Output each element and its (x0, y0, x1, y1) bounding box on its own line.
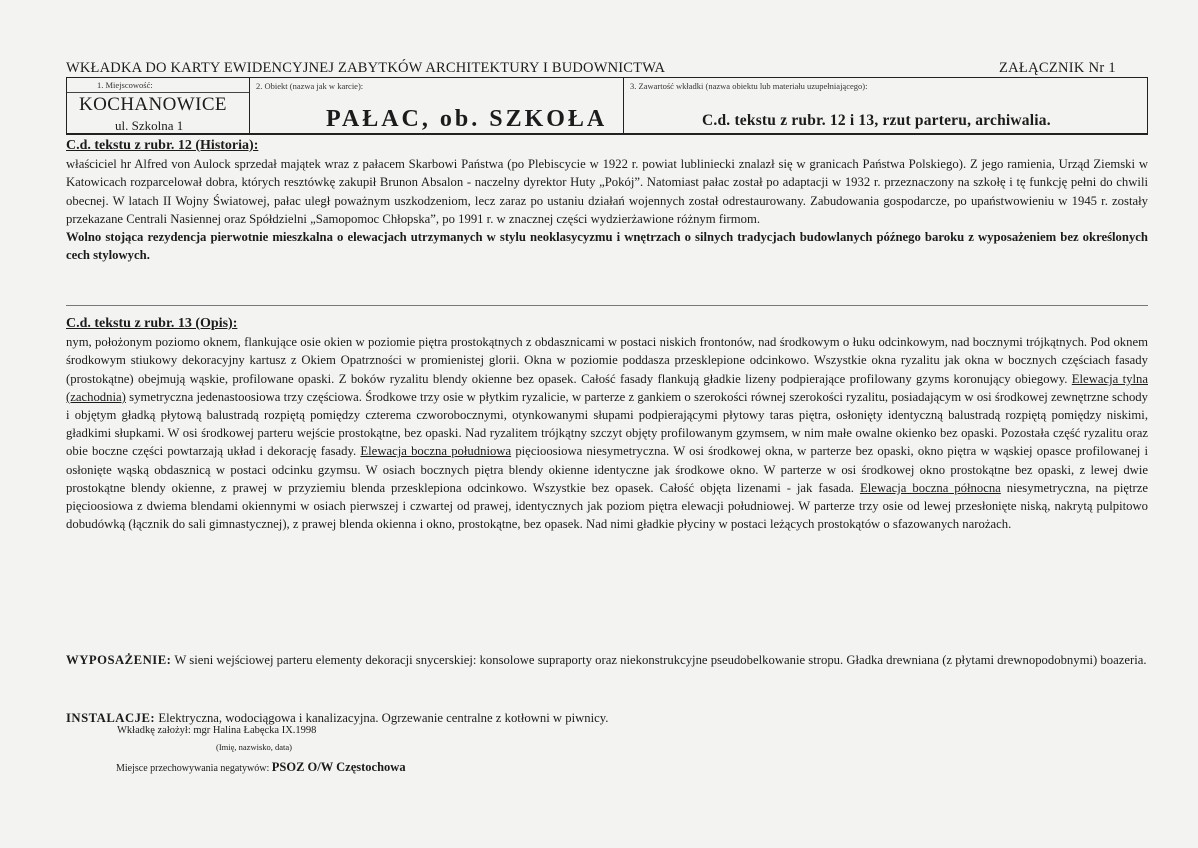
content-value: C.d. tekstu z rubr. 12 i 13, rzut parteru, archiwalia. (702, 112, 1051, 129)
installations-label: INSTALACJE: (66, 711, 156, 725)
locality-label: 1. Miejscowość: (97, 80, 153, 90)
section-history (66, 137, 1148, 264)
west-elevation-text: symetryczna jedenastoosiowa trzy częściowa. Środkowe trzy osie w płytkim ryzalicie, w parterze z gankiem o szerokości równej szerokości ryzalitu, posiadającym w osi środkowej zewnętrzne schody i objętym gładką płytową balustradą rozpiętą pomiędzy czterema czworobocznymi, otynkowanymi słupami podpierającymi płytowy taras piętra, osłonięty identyczną balustradą rozpiętą pomiędzy niskimi, gładkimi słupkami. W osi środkowej parteru wejście prostokątne, bez opaski. Nad ryzalitem trójkątny szczyt objęty profilowanym gzymsem, w nim małe owalne okienko bez opaski. Pozostała część ryzalitu oraz obie boczne części powtarzają układ i dekorację fasady. (66, 389, 1148, 459)
content-label: 3. Zawartość wkładki (nazwa obiektu lub materiału uzupełniającego): (630, 81, 868, 91)
history-heading: C.d. tekstu z rubr. 12 (Historia): (66, 138, 259, 153)
storage-value: PSOZ O/W Częstochowa (271, 760, 406, 774)
description-text (66, 333, 1148, 533)
locality-cell (67, 78, 250, 133)
north-elevation-text: niesymetryczna, na piętrze pięcioosiowa z dwiema blendami okiennymi w osiach pierwszej i czwartej od prawej, identycznych jak poziom piętra elewacji południowej. W parterze trzy osie od lewej przesłonięte niską, nakrytą pulpitowo dobudówką (łącznik do sali gimnastycznej), z prawej blenda okienna i okno, prostokątne, bez opasek. Nad nimi gładkie płyciny w postaci leżących prostokątów o sfazowanych narożach. (66, 480, 1149, 532)
attachment-number: ZAŁĄCZNIK Nr 1 (999, 60, 1116, 76)
object-label: 2. Obiekt (nazwa jak w karcie): (256, 81, 364, 91)
address-value: ul. Szkolna 1 (115, 118, 184, 133)
header-fields-table (66, 77, 1148, 135)
north-elevation-heading: Elewacja boczna północna (859, 480, 1001, 495)
object-cell (250, 78, 624, 133)
document-title: WKŁADKA DO KARTY EWIDENCYJNEJ ZABYTKÓW ARCHITEKTURY I BUDOWNICTWA (66, 60, 666, 76)
equipment-text: W sieni wejściowej parteru elementy dekoracji snycerskiej: konsolowe supraporty oraz niekonstrukcyjne pseudobelkowanie stropu. Gładka drewniana (z płytami drewnopodobnymi) boazeria. (174, 653, 1147, 667)
author-note: (Imię, nazwisko, data) (216, 742, 292, 752)
history-text: właściciel hr Alfred von Aulock sprzedał majątek wraz z pałacem Skarbowi Państwa (po Plebiscycie w 1922 r. powiat lubliniecki znalazł się w granicach Państwa Polskiego). Z jego ramienia, Urząd Ziemski w Katowicach rozparcelował dobra, których resztówkę zakupił Brunon Absalon - naczelny dyrektor Huty „Pokój”. Natomiast pałac został po adaptacji w 1932 r. przeznaczony na szkołę i tę funkcję pełni do chwili obecnej. W latach II Wojny Światowej, pałac uległ poważnym uszkodzeniom, lecz zaraz po ustaniu działań wojennych został odrestaurowany. Zabudowania gospodarcze, po upaństwowieniu w 1945 r. zostały przekazane Centrali Nasiennej oraz Spółdzielni „Samopomoc Chłopska”, po 1991 r. w znacznej części wydzierżawione różnym firmom. (66, 157, 1148, 226)
description-heading: C.d. tekstu z rubr. 13 (Opis): (66, 316, 238, 331)
west-elevation-heading: Elewacja tylna (zachodnia) (66, 371, 1149, 404)
locality-divider (67, 92, 249, 93)
equipment-section (66, 651, 1148, 669)
storage-line (116, 760, 406, 775)
content-cell (624, 78, 1147, 133)
locality-value: KOCHANOWICE (79, 94, 227, 115)
history-summary: Wolno stojąca rezydencja pierwotnie mieszkalna o elewacjach utrzymanych w stylu neoklasycyzmu i wnętrzach o silnych tradycjach budowlanych późnego baroku z wyposażeniem bez określonych cech stylowych. (66, 230, 1148, 263)
south-elevation-heading: Elewacja boczna południowa (360, 444, 512, 459)
equipment-label: WYPOSAŻENIE: (66, 653, 172, 667)
storage-label: Miejsce przechowywania negatywów: (116, 763, 270, 774)
description-facade: nym, położonym poziomo oknem, flankujące osie okien w poziomie piętra prostokątnych z obdasznicami w postaci niskich frontonów, nad środkowym o łuku odcinkowym, nad bocznymi trójkątnych. Pod oknem środkowym stiukowy dekoracyjny kartusz z Okiem Opatrzności w promienistej glorii. Okna w poziomie poddasza przesklepione odcinkowo. Wszystkie okna ryzalitu jak okna w bocznych częściach fasady (prostokątne) obejmują wąskie, profilowane opaski. Z boków ryzalitu blendy okienne bez opasek. Całość fasady flankują gładkie lizeny podpierające profilowany gzyms koronujący obiegowy. (66, 335, 1148, 386)
south-elevation-text: pięcioosiowa niesymetryczna. W osi środkowej okna, w parterze bez opaski, okno piętra w wąskiej opasce profilowanej i osłonięte wąską obdasznicą w postaci odcinku gzymsu. W osiach bocznych piętra blendy okienne identyczne jak środkowe okno. W parterze w osi środkowej okno prostokątne bez opaski, z lewej dwie prostokątne blendy okienne, z prawej w przyziemiu blenda przesklepiona odcinkowo. Wszystkie bez opasek. Całość objęta lizenami - jak fasada. (66, 444, 1149, 495)
object-value: PAŁAC, ob. SZKOŁA (326, 106, 608, 132)
section-divider (66, 305, 1148, 306)
installations-text: Elektryczna, wodociągowa i kanalizacyjna. Ogrzewanie centralne z kotłowni w piwnicy. (158, 711, 609, 725)
author-line: Wkładkę założył: mgr Halina Łabęcka IX.1998 (117, 725, 317, 736)
section-description (66, 315, 1148, 533)
